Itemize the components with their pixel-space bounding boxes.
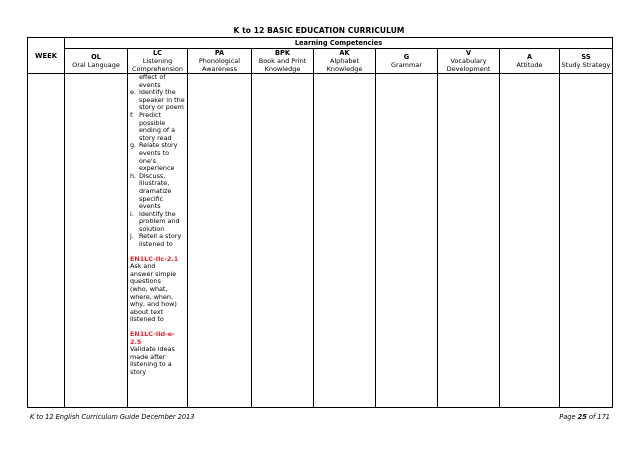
competency-text: Validate ideas made after listening to a story [130,345,175,376]
pa-cell [188,74,252,408]
competency-text: Ask and answer simple questions (who, what, where, when, why, and how) about text listened to [130,262,177,324]
week-header: WEEK [28,38,65,74]
lc-cell [128,74,188,408]
list-item: h. Discuss, illustrate, dramatize specific events [130,171,172,211]
page-title: K to 12 BASIC EDUCATION CURRICULUM [233,26,405,35]
footer-page-number: Page 25 of 171 [559,413,610,421]
column-header-row [28,49,613,74]
ak-cell [314,74,376,408]
col-header-ss: SS Study Strategy [560,49,613,74]
list-item: effect of events [139,73,166,89]
list-item: g. Relate story events to one's experience [130,141,178,173]
list-item: e. Identify the speaker in the story or poem [130,88,185,112]
col-header-pa: PA Phonological Awareness [188,49,252,74]
competency-code: EN1LC-IIc-2.1 [130,254,179,263]
competency-code: EN1LC-IId-e-2.5 [130,330,175,346]
g-cell [376,74,438,408]
col-header-ol: OL Oral Language [65,49,128,74]
list-item: i. Identify the problem and solution [130,209,180,233]
list-item: f. Predict possible ending of a story read [130,110,176,142]
col-header-lc: LC Listening Comprehension [128,49,188,74]
list-item: j. Retell a story listened to [130,232,182,249]
learning-competencies-header: Learning Competencies [65,38,613,49]
col-header-v: V Vocabulary Development [438,49,500,74]
a-cell [500,74,560,408]
table-row [28,74,613,408]
week-cell [28,74,65,408]
col-header-ak: AK Alphabet Knowledge [314,49,376,74]
v-cell [438,74,500,408]
curriculum-table [27,37,613,408]
col-header-a: A Attitude [500,49,560,74]
footer-guide-title: K to 12 English Curriculum Guide December 2013 [30,413,195,421]
bpk-cell [252,74,314,408]
ol-cell [65,74,128,408]
col-header-bpk: BPK Book and Print Knowledge [252,49,314,74]
ss-cell [560,74,613,408]
col-header-g: G Grammar [376,49,438,74]
